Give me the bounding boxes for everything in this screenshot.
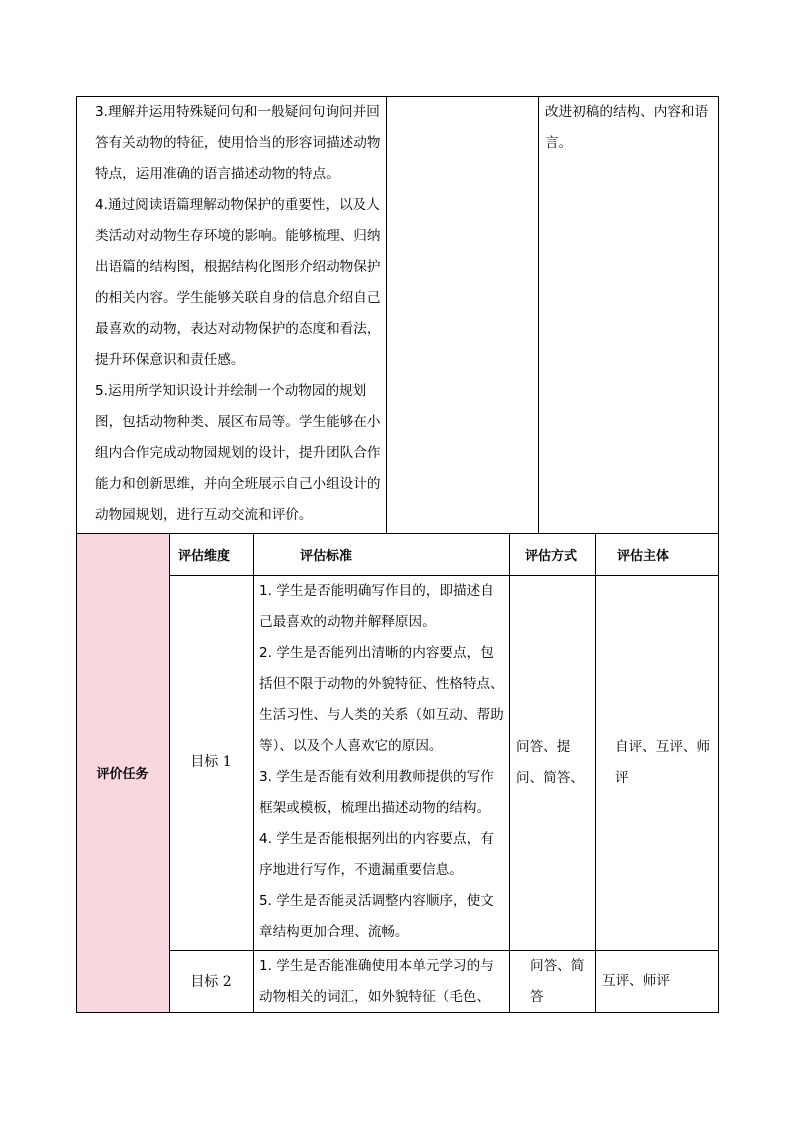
goal2-label: 目标 2 bbox=[190, 974, 232, 990]
evaluation-task-label: 评价任务 bbox=[96, 766, 149, 782]
goal1-criterion-5: 5. 学生是否能灵活调整内容顺序，使文章结构更加合理、流畅。 bbox=[259, 893, 494, 940]
border-standard-col bbox=[509, 533, 510, 1013]
border-dimension-col bbox=[253, 533, 254, 1013]
objective-4: 4.通过阅读语篇理解动物保护的重要性，以及人类活动对动物生存环境的影响。能够梳理、归纳出语篇的结构图，根据结构化图形介绍动物保护的相关内容。学生能够关联自身的信息介绍自己最喜欢的动物，表达对动物保护的态度和看法，提升环保意识和责任感。 bbox=[95, 197, 381, 368]
border-method-col bbox=[595, 533, 596, 1013]
goal2-subject: 互评、师评 bbox=[602, 973, 670, 989]
goal1-subject: 自评、互评、师评 bbox=[615, 739, 711, 786]
goal1-criteria bbox=[259, 576, 505, 948]
objective-3: 3.理解并运用特殊疑问句和一般疑问句询问并回答有关动物的特征，使用恰当的形容词描述动物特点，运用准确的语言描述动物的特点。 bbox=[95, 104, 381, 182]
goal1-label: 目标 1 bbox=[190, 754, 232, 770]
border-right bbox=[718, 96, 719, 1013]
goal1-criterion-4: 4. 学生是否能根据列出的内容要点，有序地进行写作，不遗漏重要信息。 bbox=[259, 831, 494, 878]
objectives-block bbox=[95, 97, 381, 531]
goal1-criterion-3: 3. 学生是否能有效利用教师提供的写作框架或模板，梳理出描述动物的结构。 bbox=[259, 769, 494, 816]
border-top-col2 bbox=[538, 96, 539, 533]
header-subject: 评估主体 bbox=[617, 549, 670, 564]
header-method: 评估方式 bbox=[525, 549, 578, 564]
goal1-method: 问答、提问、简答、 bbox=[516, 739, 584, 786]
revision-note: 改进初稿的结构、内容和语言。 bbox=[545, 104, 709, 151]
goal2-method: 问答、简答 bbox=[530, 958, 585, 1005]
objective-5: 5.运用所学知识设计并绘制一个动物园的规划图，包括动物种类、展区布局等。学生能够在小组内合作完成动物园规划的设计，提升团队合作能力和创新思维，并向全班展示自己小组设计的动物园规划，进行互动交流和评价。 bbox=[95, 383, 381, 523]
border-left bbox=[76, 96, 77, 1013]
goal2-criteria bbox=[259, 951, 505, 1013]
goal1-criterion-1: 1. 学生是否能明确写作目的，即描述自己最喜欢的动物并解释原因。 bbox=[259, 583, 494, 630]
border-top-col1 bbox=[386, 96, 387, 533]
goal2-criterion-1: 1. 学生是否能准确使用本单元学习的与动物相关的词汇，如外貌特征（毛色、 bbox=[259, 958, 494, 1005]
header-standard: 评估标准 bbox=[300, 549, 353, 564]
goal1-criterion-2: 2. 学生是否能列出清晰的内容要点，包括但不限于动物的外貌特征、性格特点、生活习性、与人类的关系（如互动、帮助等）、以及个人喜欢它的原因。 bbox=[259, 645, 504, 754]
header-dimension: 评估维度 bbox=[178, 549, 231, 564]
